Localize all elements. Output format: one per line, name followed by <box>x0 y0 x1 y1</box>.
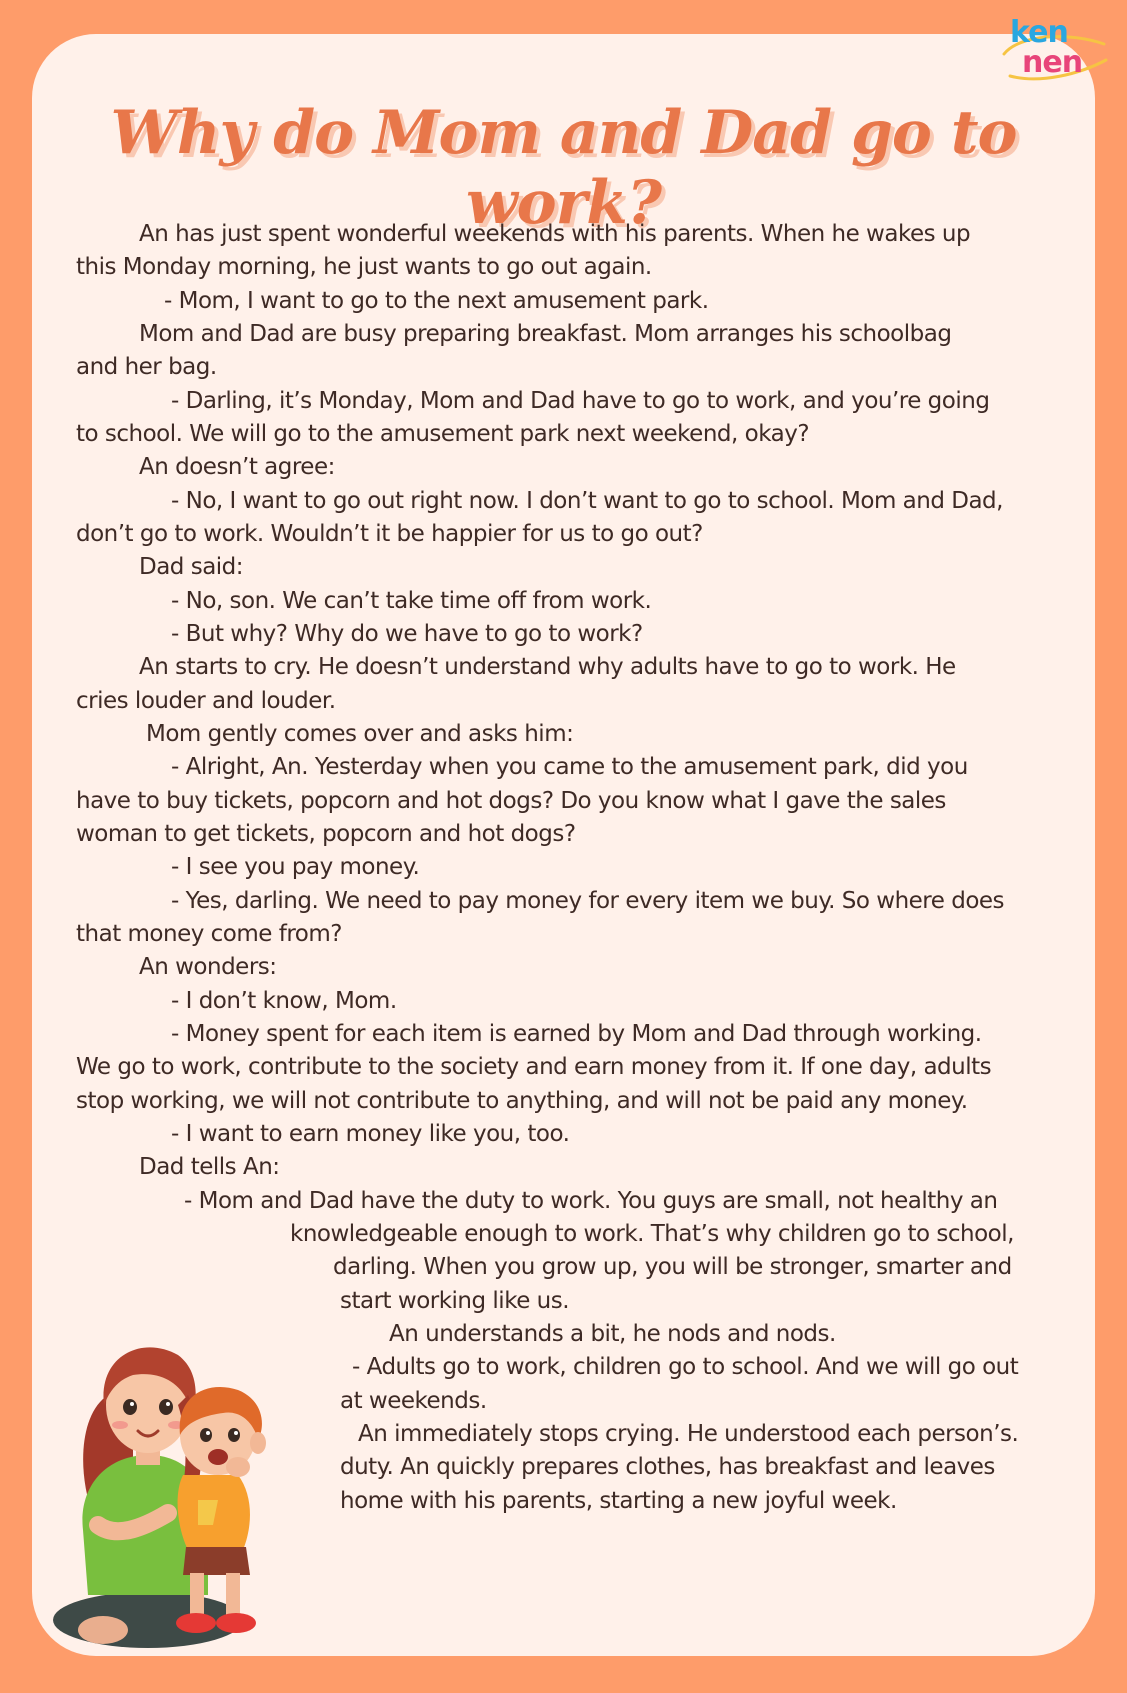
story-line: Mom gently comes over and asks him: <box>146 721 574 747</box>
story-line: and her bag. <box>76 354 217 380</box>
story-line: An doesn’t agree: <box>139 454 335 480</box>
story-line: An wonders: <box>139 954 277 980</box>
story-line: - No, son. We can’t take time off from work. <box>171 588 652 614</box>
story-line: We go to work, contribute to the society and earn money from it. If one day, adults <box>76 1054 992 1080</box>
story-line: - Mom, I want to go to the next amusement park. <box>164 288 709 314</box>
story-line: Dad tells An: <box>139 1154 280 1180</box>
story-line: duty. An quickly prepares clothes, has breakfast and leaves <box>340 1454 995 1480</box>
mother-and-son-illustration <box>38 1325 338 1655</box>
story-line: - Yes, darling. We need to pay money for every item we buy. So where does <box>171 888 1005 914</box>
story-line: An starts to cry. He doesn’t understand why adults have to go to work. He <box>139 654 956 680</box>
story-line: stop working, we will not contribute to anything, and will not be paid any money. <box>76 1088 968 1114</box>
story-line: - I don’t know, Mom. <box>171 988 397 1014</box>
story-line: Mom and Dad are busy preparing breakfast. Mom arranges his schoolbag <box>139 321 952 347</box>
story-line: that money come from? <box>76 921 342 947</box>
story-line: at weekends. <box>340 1388 487 1414</box>
story-line: to school. We will go to the amusement park next weekend, okay? <box>76 421 810 447</box>
story-line: this Monday morning, he just wants to go out again. <box>76 254 652 280</box>
story-line: woman to get tickets, popcorn and hot dogs? <box>76 821 576 847</box>
story-line: An has just spent wonderful weekends with his parents. When he wakes up <box>139 221 971 247</box>
story-line: - No, I want to go out right now. I don’t want to go to school. Mom and Dad, <box>171 488 1003 514</box>
page-title: Why do Mom and Dad go to work? <box>110 98 1017 238</box>
story-line: knowledgeable enough to work. That’s why children go to school, <box>290 1221 1014 1247</box>
story-line: darling. When you grow up, you will be stronger, smarter and <box>333 1254 1012 1280</box>
story-line: - I want to earn money like you, too. <box>171 1121 570 1147</box>
story-line: cries louder and louder. <box>76 688 336 714</box>
story-line: - But why? Why do we have to go to work? <box>171 621 643 647</box>
story-line: don’t go to work. Wouldn’t it be happier for us to go out? <box>76 521 703 547</box>
story-line: Dad said: <box>139 554 244 580</box>
kennen-logo[interactable] <box>1000 14 1110 84</box>
story-line: - Adults go to work, children go to school. And we will go out <box>352 1354 1019 1380</box>
story-line: - Alright, An. Yesterday when you came to the amusement park, did you <box>171 754 968 780</box>
story-line: - I see you pay money. <box>171 854 420 880</box>
story-line: have to buy tickets, popcorn and hot dogs? Do you know what I gave the sales <box>76 788 946 814</box>
story-line: home with his parents, starting a new joyful week. <box>340 1488 897 1514</box>
story-line: An immediately stops crying. He understood each person’s. <box>358 1421 1019 1447</box>
logo-text-top: ken <box>1010 15 1068 50</box>
story-line: - Money spent for each item is earned by Mom and Dad through working. <box>171 1021 982 1047</box>
story-line: An understands a bit, he nods and nods. <box>389 1321 836 1347</box>
story-line: start working like us. <box>340 1288 570 1314</box>
logo-text-bottom: nen <box>1022 45 1083 80</box>
story-line: - Darling, it’s Monday, Mom and Dad have to go to work, and you’re going <box>171 388 990 414</box>
story-line: - Mom and Dad have the duty to work. You guys are small, not healthy an <box>184 1188 998 1214</box>
